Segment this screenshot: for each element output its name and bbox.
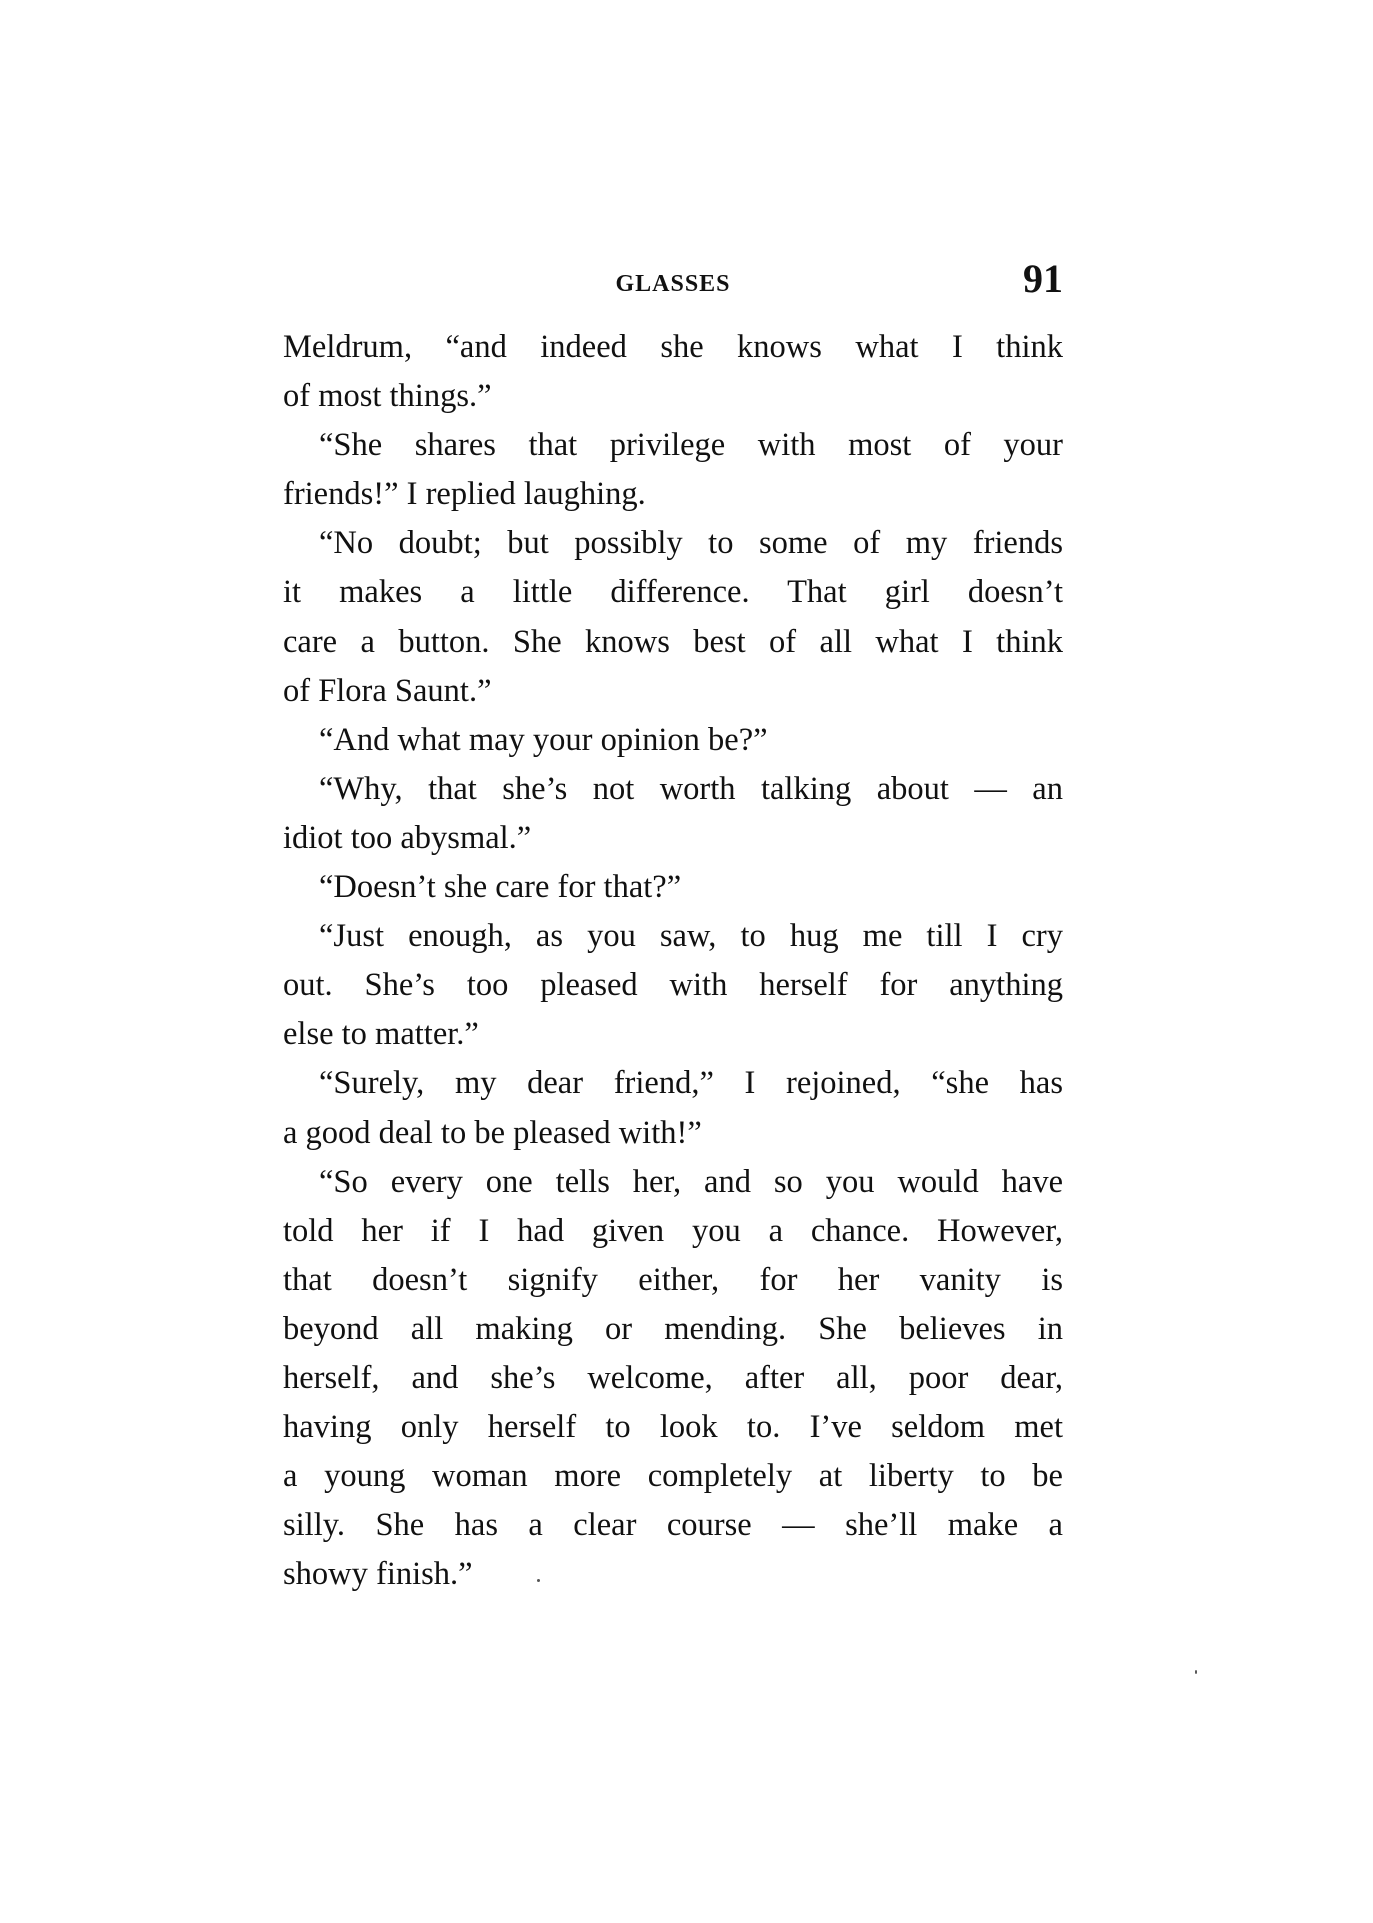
text-line: showy finish.”	[283, 1556, 473, 1593]
print-speck	[537, 1579, 540, 1582]
text-line: friends!” I replied laughing.	[283, 476, 646, 513]
text-line: else to matter.”	[283, 1016, 479, 1053]
text-line: herself, and she’s welcome, after all, poor dear,	[283, 1359, 1063, 1396]
text-line: “She shares that privilege with most of your	[319, 427, 1063, 464]
text-line: a good deal to be pleased with!”	[283, 1114, 702, 1151]
text-line: “So every one tells her, and so you would have	[319, 1163, 1063, 1200]
text-line: Meldrum, “and indeed she knows what I think	[283, 329, 1063, 365]
text-line: it makes a little difference. That girl doesn’t	[283, 574, 1063, 611]
running-head	[283, 255, 1063, 315]
text-line: that doesn’t signify either, for her vanity is	[283, 1261, 1063, 1298]
text-line: silly. She has a clear course — she’ll make a	[283, 1507, 1063, 1544]
text-line: told her if I had given you a chance. However,	[283, 1212, 1063, 1249]
text-line: beyond all making or mending. She believes in	[283, 1310, 1063, 1347]
text-line: out. She’s too pleased with herself for anything	[283, 967, 1063, 1004]
page-number: 91	[1023, 256, 1063, 301]
body-text	[283, 323, 1063, 1599]
text-line: idiot too abysmal.”	[283, 819, 532, 856]
text-line: “Surely, my dear friend,” I rejoined, “she has	[319, 1065, 1063, 1102]
text-line: “Doesn’t she care for that?”	[319, 869, 682, 906]
text-line: care a button. She knows best of all what I think	[283, 623, 1063, 660]
text-line: of most things.”	[283, 378, 492, 415]
text-line: of Flora Saunt.”	[283, 672, 492, 709]
text-line: “Why, that she’s not worth talking about — an	[319, 770, 1063, 807]
running-title: GLASSES	[615, 271, 731, 297]
text-line: having only herself to look to. I’ve seldom met	[283, 1409, 1063, 1446]
text-line: a young woman more completely at liberty to be	[283, 1458, 1063, 1495]
text-line: “And what may your opinion be?”	[319, 721, 768, 758]
print-speck	[1195, 1670, 1197, 1674]
text-line: “Just enough, as you saw, to hug me till I cry	[319, 918, 1063, 955]
text-line: “No doubt; but possibly to some of my friends	[319, 525, 1063, 562]
